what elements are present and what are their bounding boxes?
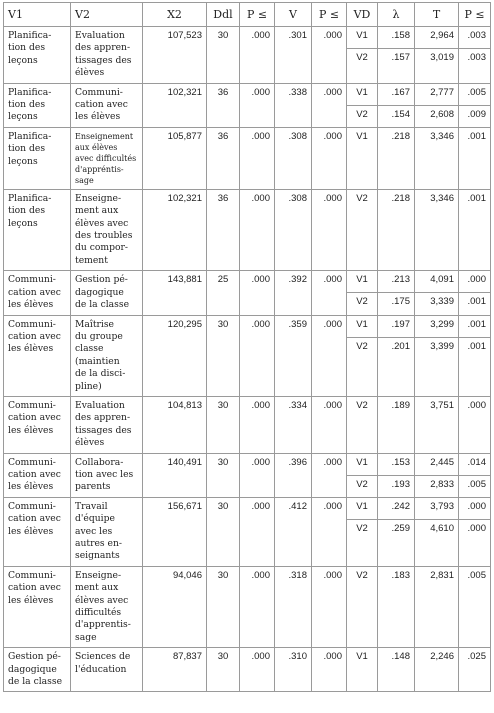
cell-vd: V2 bbox=[347, 566, 378, 647]
cell-v: .334 bbox=[275, 396, 312, 453]
cell-x2: 156,671 bbox=[143, 497, 207, 566]
cell-p-t: .001 bbox=[459, 337, 491, 396]
cell-t: 2,831 bbox=[415, 566, 459, 647]
cell-ddl: 36 bbox=[207, 127, 240, 189]
cell-p-chi: .000 bbox=[240, 453, 275, 497]
cell-p-t: .003 bbox=[459, 49, 491, 84]
header-v1: V1 bbox=[4, 3, 71, 27]
cell-v1: Planifica- tion des leçons bbox=[4, 27, 71, 84]
cell-vd: V1 bbox=[347, 648, 378, 692]
cell-t: 2,964 bbox=[415, 27, 459, 49]
cell-v2: Enseigne- ment aux élèves avec difficultés d'apprentis- sage bbox=[71, 566, 143, 647]
cell-lambda: .183 bbox=[378, 566, 415, 647]
cell-p-t: .005 bbox=[459, 566, 491, 647]
cell-lambda: .201 bbox=[378, 337, 415, 396]
cell-ddl: 30 bbox=[207, 453, 240, 497]
cell-lambda: .189 bbox=[378, 396, 415, 453]
cell-lambda: .197 bbox=[378, 315, 415, 337]
cell-v1: Communi- cation avec les élèves bbox=[4, 271, 71, 315]
cell-v2: Travail d'équipe avec les autres en- seignants bbox=[71, 497, 143, 566]
cell-t: 3,299 bbox=[415, 315, 459, 337]
cell-vd: V2 bbox=[347, 49, 378, 84]
cell-p-v: .000 bbox=[312, 127, 347, 189]
cell-lambda: .218 bbox=[378, 127, 415, 189]
cell-x2: 120,295 bbox=[143, 315, 207, 396]
table-row bbox=[4, 83, 491, 105]
cell-vd: V1 bbox=[347, 271, 378, 293]
cell-v: .308 bbox=[275, 127, 312, 189]
header-v2: V2 bbox=[71, 3, 143, 27]
cell-v1: Planifica- tion des leçons bbox=[4, 127, 71, 189]
cell-x2: 94,046 bbox=[143, 566, 207, 647]
table-row bbox=[4, 497, 491, 519]
cell-v1: Communi- cation avec les élèves bbox=[4, 396, 71, 453]
cell-lambda: .259 bbox=[378, 519, 415, 566]
header-v: V bbox=[275, 3, 312, 27]
cell-p-chi: .000 bbox=[240, 315, 275, 396]
cell-p-v: .000 bbox=[312, 648, 347, 692]
cell-ddl: 30 bbox=[207, 497, 240, 566]
cell-v2: Evaluation des appren- tissages des élèves bbox=[71, 396, 143, 453]
cell-t: 3,751 bbox=[415, 396, 459, 453]
cell-p-chi: .000 bbox=[240, 127, 275, 189]
cell-vd: V2 bbox=[347, 475, 378, 497]
header-vd: VD bbox=[347, 3, 378, 27]
cell-v: .338 bbox=[275, 83, 312, 127]
table-body bbox=[4, 27, 491, 692]
cell-vd: V1 bbox=[347, 83, 378, 105]
cell-v2: Maîtrise du groupe classe (maintien de la disci- pline) bbox=[71, 315, 143, 396]
cell-v: .318 bbox=[275, 566, 312, 647]
cell-p-t: .001 bbox=[459, 189, 491, 270]
cell-lambda: .167 bbox=[378, 83, 415, 105]
header-t: T bbox=[415, 3, 459, 27]
cell-lambda: .242 bbox=[378, 497, 415, 519]
cell-p-v: .000 bbox=[312, 396, 347, 453]
cell-t: 3,346 bbox=[415, 127, 459, 189]
cell-p-t: .000 bbox=[459, 396, 491, 453]
cell-x2: 140,491 bbox=[143, 453, 207, 497]
table-row bbox=[4, 315, 491, 337]
cell-ddl: 30 bbox=[207, 566, 240, 647]
cell-p-chi: .000 bbox=[240, 189, 275, 270]
cell-t: 3,019 bbox=[415, 49, 459, 84]
cell-t: 3,346 bbox=[415, 189, 459, 270]
cell-v1: Communi- cation avec les élèves bbox=[4, 315, 71, 396]
cell-ddl: 30 bbox=[207, 396, 240, 453]
cell-t: 2,777 bbox=[415, 83, 459, 105]
cell-v2: Sciences de l'éducation bbox=[71, 648, 143, 692]
cell-ddl: 36 bbox=[207, 83, 240, 127]
statistics-table bbox=[3, 2, 491, 692]
cell-p-t: .005 bbox=[459, 83, 491, 105]
table-row bbox=[4, 648, 491, 692]
cell-v: .301 bbox=[275, 27, 312, 84]
cell-vd: V2 bbox=[347, 396, 378, 453]
cell-p-chi: .000 bbox=[240, 396, 275, 453]
cell-p-chi: .000 bbox=[240, 497, 275, 566]
cell-p-t: .014 bbox=[459, 453, 491, 475]
cell-p-v: .000 bbox=[312, 566, 347, 647]
header-p2: P ≤ bbox=[312, 3, 347, 27]
header-x2: X2 bbox=[143, 3, 207, 27]
cell-v: .396 bbox=[275, 453, 312, 497]
cell-ddl: 30 bbox=[207, 648, 240, 692]
cell-p-t: .000 bbox=[459, 497, 491, 519]
table-row bbox=[4, 396, 491, 453]
cell-ddl: 30 bbox=[207, 315, 240, 396]
cell-p-v: .000 bbox=[312, 83, 347, 127]
cell-p-v: .000 bbox=[312, 453, 347, 497]
header-row bbox=[4, 3, 491, 27]
cell-v2: Collabora- tion avec les parents bbox=[71, 453, 143, 497]
cell-v: .308 bbox=[275, 189, 312, 270]
cell-lambda: .154 bbox=[378, 105, 415, 127]
cell-t: 2,246 bbox=[415, 648, 459, 692]
cell-p-chi: .000 bbox=[240, 648, 275, 692]
cell-p-t: .001 bbox=[459, 293, 491, 315]
table-row bbox=[4, 453, 491, 475]
cell-p-v: .000 bbox=[312, 315, 347, 396]
cell-p-t: .000 bbox=[459, 519, 491, 566]
cell-x2: 104,813 bbox=[143, 396, 207, 453]
cell-v2: Evaluation des appren- tissages des élèves bbox=[71, 27, 143, 84]
cell-p-chi: .000 bbox=[240, 83, 275, 127]
cell-p-t: .001 bbox=[459, 315, 491, 337]
cell-vd: V1 bbox=[347, 453, 378, 475]
cell-p-chi: .000 bbox=[240, 271, 275, 315]
cell-p-t: .025 bbox=[459, 648, 491, 692]
cell-lambda: .193 bbox=[378, 475, 415, 497]
cell-v: .392 bbox=[275, 271, 312, 315]
cell-lambda: .175 bbox=[378, 293, 415, 315]
table-row bbox=[4, 189, 491, 270]
header-p1: P ≤ bbox=[240, 3, 275, 27]
cell-p-chi: .000 bbox=[240, 566, 275, 647]
header-lambda: λ bbox=[378, 3, 415, 27]
cell-x2: 102,321 bbox=[143, 83, 207, 127]
cell-ddl: 30 bbox=[207, 27, 240, 84]
cell-lambda: .218 bbox=[378, 189, 415, 270]
cell-v1: Planifica- tion des leçons bbox=[4, 189, 71, 270]
cell-lambda: .157 bbox=[378, 49, 415, 84]
cell-v1: Communi- cation avec les élèves bbox=[4, 566, 71, 647]
cell-vd: V2 bbox=[347, 189, 378, 270]
cell-t: 3,339 bbox=[415, 293, 459, 315]
cell-t: 4,091 bbox=[415, 271, 459, 293]
cell-lambda: .148 bbox=[378, 648, 415, 692]
cell-t: 3,399 bbox=[415, 337, 459, 396]
cell-lambda: .213 bbox=[378, 271, 415, 293]
cell-v2: Gestion pé- dagogique de la classe bbox=[71, 271, 143, 315]
cell-vd: V2 bbox=[347, 293, 378, 315]
table-row bbox=[4, 127, 491, 189]
cell-p-v: .000 bbox=[312, 271, 347, 315]
cell-vd: V1 bbox=[347, 27, 378, 49]
cell-v: .412 bbox=[275, 497, 312, 566]
cell-vd: V2 bbox=[347, 105, 378, 127]
cell-v2: Enseignement aux élèves avec difficultés d'appréntis- sage bbox=[71, 127, 143, 189]
cell-v1: Communi- cation avec les élèves bbox=[4, 453, 71, 497]
header-p3: P ≤ bbox=[459, 3, 491, 27]
cell-p-v: .000 bbox=[312, 27, 347, 84]
cell-v1: Gestion pé- dagogique de la classe bbox=[4, 648, 71, 692]
cell-vd: V2 bbox=[347, 337, 378, 396]
cell-t: 2,608 bbox=[415, 105, 459, 127]
cell-v2: Communi- cation avec les élèves bbox=[71, 83, 143, 127]
cell-v1: Communi- cation avec les élèves bbox=[4, 497, 71, 566]
cell-x2: 87,837 bbox=[143, 648, 207, 692]
cell-p-t: .001 bbox=[459, 127, 491, 189]
cell-t: 2,445 bbox=[415, 453, 459, 475]
table-row bbox=[4, 271, 491, 293]
table-row bbox=[4, 27, 491, 49]
cell-v1: Planifica- tion des leçons bbox=[4, 83, 71, 127]
cell-vd: V1 bbox=[347, 497, 378, 519]
cell-vd: V1 bbox=[347, 315, 378, 337]
cell-x2: 102,321 bbox=[143, 189, 207, 270]
header-ddl: Ddl bbox=[207, 3, 240, 27]
cell-t: 3,793 bbox=[415, 497, 459, 519]
cell-x2: 105,877 bbox=[143, 127, 207, 189]
cell-p-t: .003 bbox=[459, 27, 491, 49]
cell-t: 4,610 bbox=[415, 519, 459, 566]
cell-v: .310 bbox=[275, 648, 312, 692]
table-row bbox=[4, 566, 491, 647]
cell-v: .359 bbox=[275, 315, 312, 396]
cell-ddl: 25 bbox=[207, 271, 240, 315]
cell-x2: 107,523 bbox=[143, 27, 207, 84]
cell-t: 2,833 bbox=[415, 475, 459, 497]
cell-vd: V1 bbox=[347, 127, 378, 189]
cell-lambda: .153 bbox=[378, 453, 415, 475]
cell-ddl: 36 bbox=[207, 189, 240, 270]
cell-p-v: .000 bbox=[312, 497, 347, 566]
cell-p-chi: .000 bbox=[240, 27, 275, 84]
cell-p-t: .005 bbox=[459, 475, 491, 497]
cell-vd: V2 bbox=[347, 519, 378, 566]
cell-x2: 143,881 bbox=[143, 271, 207, 315]
cell-lambda: .158 bbox=[378, 27, 415, 49]
cell-p-t: .009 bbox=[459, 105, 491, 127]
cell-p-v: .000 bbox=[312, 189, 347, 270]
cell-v2: Enseigne- ment aux élèves avec des troubles du compor- tement bbox=[71, 189, 143, 270]
cell-p-t: .000 bbox=[459, 271, 491, 293]
